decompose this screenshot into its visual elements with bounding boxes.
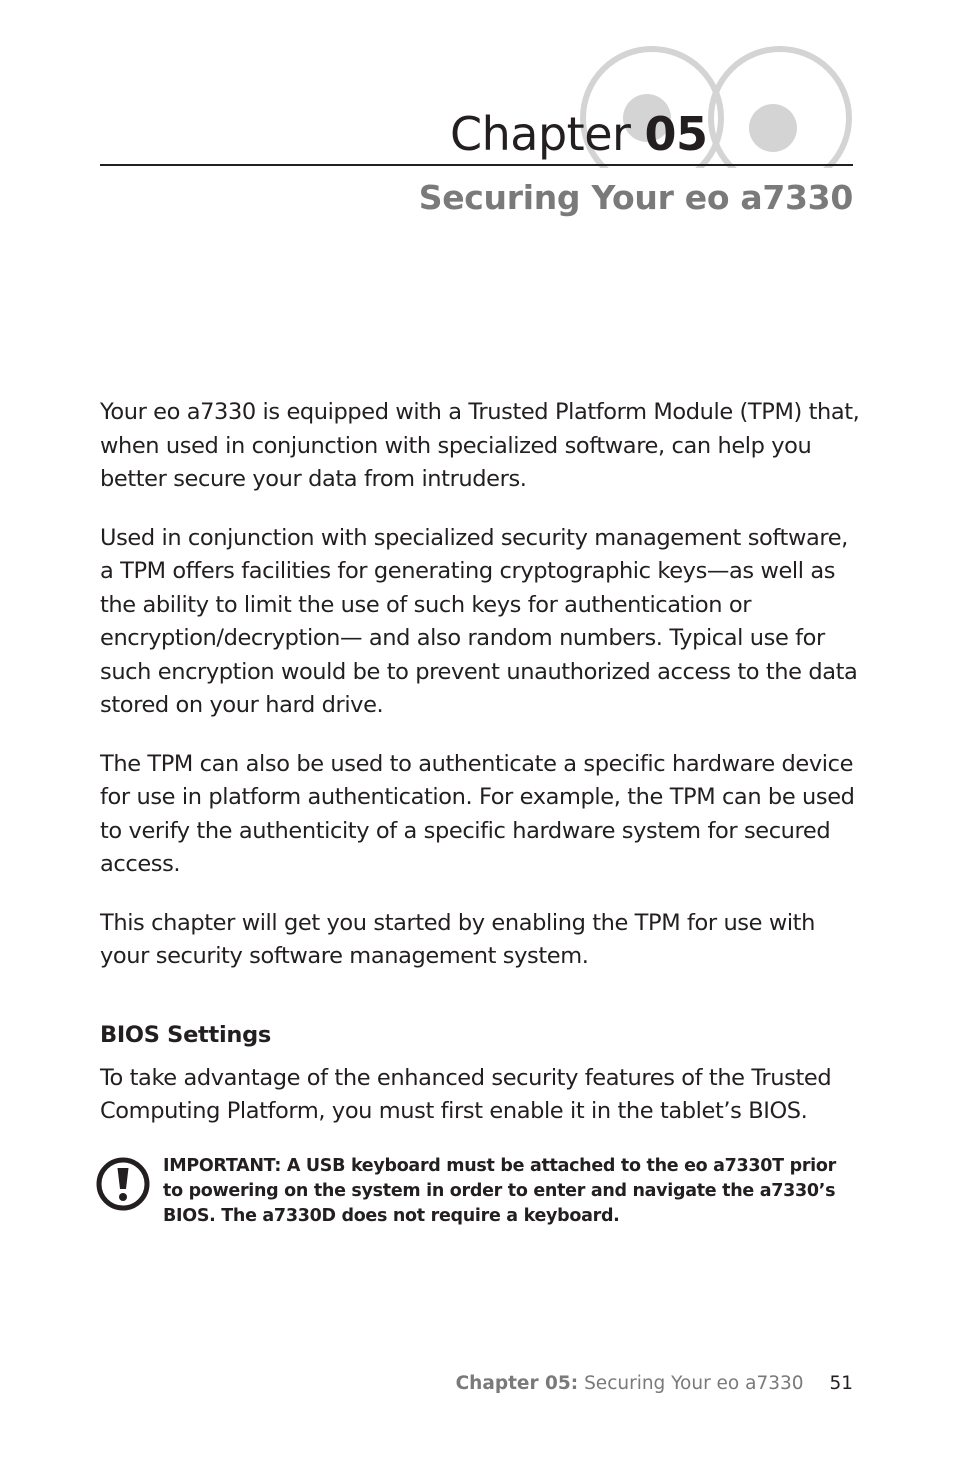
paragraph: The TPM can also be used to authenticate a specific hardware device for use in platform authentication. For example, the TPM can be used to verify the authenticity of a specific hardware system for secured access. xyxy=(100,750,855,877)
footer-chapter-title: Securing Your eo a7330 xyxy=(584,1373,804,1394)
body-content xyxy=(100,396,860,1229)
important-notice xyxy=(100,1154,860,1229)
chapter-subtitle: Securing Your eo a7330 xyxy=(418,178,853,217)
chapter-heading xyxy=(450,106,708,162)
paragraph: Your eo a7330 is equipped with a Trusted Platform Module (TPM) that, when used in conjunction with specialized software, can help you better secure your data from intruders. xyxy=(100,399,860,492)
paragraph: This chapter will get you started by enabling the TPM for use with your security software management system. xyxy=(100,909,815,969)
paragraph: Used in conjunction with specialized security management software, a TPM offers facilities for generating cryptographic keys—as well as the ability to limit the use of such keys for authentication or encryption/decryption— and also random numbers. Typical use for such encryption would be to prevent unauthorized access to the data stored on your hard drive. xyxy=(100,524,858,718)
paragraph: To take advantage of the enhanced security features of the Trusted Computing Platform, you must first enable it in the tablet’s BIOS. xyxy=(100,1064,832,1124)
chapter-word: Chapter xyxy=(450,107,631,161)
page-number: 51 xyxy=(829,1373,853,1394)
chapter-number: 05 xyxy=(644,107,708,161)
footer-chapter-label: Chapter 05: xyxy=(455,1373,579,1394)
exclamation-icon xyxy=(95,1156,151,1212)
section-heading: BIOS Settings xyxy=(100,1021,271,1048)
header-divider xyxy=(100,164,853,166)
page-footer xyxy=(456,1370,853,1398)
notice-text: IMPORTANT: A USB keyboard must be attached to the eo a7330T prior to powering on the system in order to enter and navigate the a7330’s BIOS. The a7330D does not require a keyboard. xyxy=(163,1155,836,1226)
